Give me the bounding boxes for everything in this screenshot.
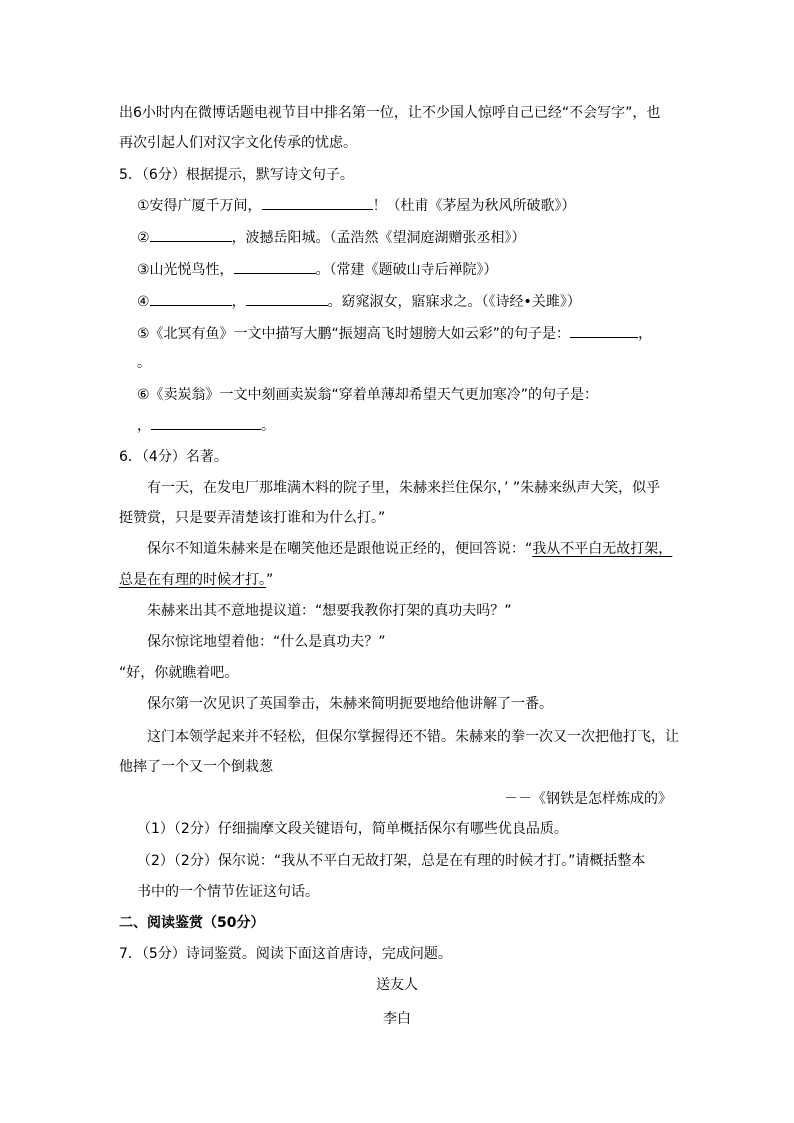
q6-paragraph-4: 保尔惊诧地望着他：“什么是真功夫？”: [147, 634, 386, 650]
q6-paragraph-6: 保尔第一次见识了英国拳击，朱赫来简明扼要地给他讲解了一番。: [147, 696, 553, 712]
q6-paragraph-2a: [147, 539, 672, 559]
q5-item-4-text: ④: [137, 294, 150, 310]
q5-item-6-answer: [137, 415, 275, 436]
q5-item-4: [137, 291, 581, 312]
q5-item-5-end: 。: [137, 355, 151, 371]
q5-item-4-source: 。窈窕淑女，寤寐求之。（《诗经•关雎》）: [327, 294, 581, 310]
question-5-stem: 5．（6分）根据提示，默写诗文句子。: [119, 167, 354, 183]
q5-item-2-source: ，波撼岳阳城。（孟浩然《望洞庭湖赠张丞相》）: [231, 230, 526, 246]
q5-item-2: [137, 227, 526, 248]
q5-item-2-text: ②: [137, 230, 150, 246]
question-6-stem: 6．（4分）名著。: [119, 449, 228, 465]
underlined-quote-cont: 总是在有理的时候才打。: [119, 572, 266, 588]
answer-blank[interactable]: [570, 323, 638, 338]
q6-subquestion-2b: 书中的一个情节佐证这句话。: [137, 884, 319, 900]
underlined-quote: 我从不平白无故打架，: [532, 541, 673, 557]
poem-author: 李白: [383, 1011, 411, 1027]
q5-item-5-text: ⑤《北冥有鱼》一文中描写大鹏“振翅高飞时翅膀大如云彩”的句子是：: [137, 326, 571, 342]
q5-item-3: [137, 259, 498, 280]
q5-item-6-comma: ，: [137, 418, 151, 434]
q5-item-5: [137, 323, 652, 344]
answer-blank[interactable]: [150, 227, 232, 242]
book-source: －－《钢铁是怎样炼成的》: [504, 791, 672, 807]
q6-subquestion-1: （1）（2分）仔细揣摩文段关键语句，简单概括保尔有哪些优良品质。: [137, 821, 568, 837]
q5-item-6-end: 。: [261, 418, 275, 434]
answer-blank[interactable]: [262, 195, 373, 210]
q5-item-1: [137, 195, 576, 216]
q6-paragraph-2b-end: ”: [266, 572, 274, 588]
q5-item-1-source: ！（杜甫《茅屋为秋风所破歌》）: [372, 198, 576, 214]
q6-paragraph-2b: [119, 570, 273, 590]
q5-item-1-text: ①安得广厦千万间，: [137, 198, 262, 214]
q6-paragraph-5: “好，你就瞧着吧。: [119, 665, 239, 681]
q6-paragraph-7a: 这门本领学起来并不轻松，但保尔掌握得还不错。朱赫来的拳一次又一次把他打飞，让: [147, 729, 679, 745]
q5-item-5-comma: ，: [638, 326, 653, 342]
question-7-stem: 7．（5分）诗词鉴赏。阅读下面这首唐诗，完成问题。: [119, 946, 452, 962]
q5-item-4-comma: ，: [231, 294, 246, 310]
q6-paragraph-1a: 有一天，在发电厂那堆满木料的院子里，朱赫来拦住保尔，’ ”朱赫来纵声大笑，似乎: [147, 480, 661, 496]
q5-item-3-source: 。（常建《题破山寺后禅院》）: [315, 262, 498, 278]
answer-blank[interactable]: [234, 259, 316, 274]
answer-blank[interactable]: [150, 291, 232, 306]
answer-blank[interactable]: [246, 291, 328, 306]
q5-item-6: ⑥《卖炭翁》一文中刻画卖炭翁“穿着单薄却希望天气更加寒冷”的句子是：: [137, 387, 599, 403]
answer-blank[interactable]: [151, 415, 261, 430]
intro-line-1: 出6小时内在微博话题电视节目中排名第一位，让不少国人惊呼自己已经“不会写字”，也: [119, 105, 661, 121]
section-2-heading: 二、阅读鉴赏（50分）: [119, 915, 265, 931]
q6-subquestion-2a: （2）（2分）保尔说：“我从不平白无故打架，总是在有理的时候才打。”请概括整本: [137, 853, 646, 869]
q6-paragraph-3: 朱赫来出其不意地提议道：“想要我教你打架的真功夫吗？”: [147, 603, 512, 619]
q6-paragraph-1b: 挺赞赏，只是要弄清楚该打谁和为什么打。”: [119, 510, 386, 526]
poem-title: 送友人: [376, 977, 418, 993]
q6-paragraph-2a-text: 保尔不知道朱赫来是在嘲笑他还是跟他说正经的，便回答说：“: [147, 541, 533, 557]
q6-paragraph-7b: 他摔了一个又一个倒栽葱: [119, 759, 273, 775]
intro-line-2: 再次引起人们对汉字文化传承的忧虑。: [119, 135, 357, 151]
q5-item-3-text: ③山光悦鸟性，: [137, 262, 234, 278]
